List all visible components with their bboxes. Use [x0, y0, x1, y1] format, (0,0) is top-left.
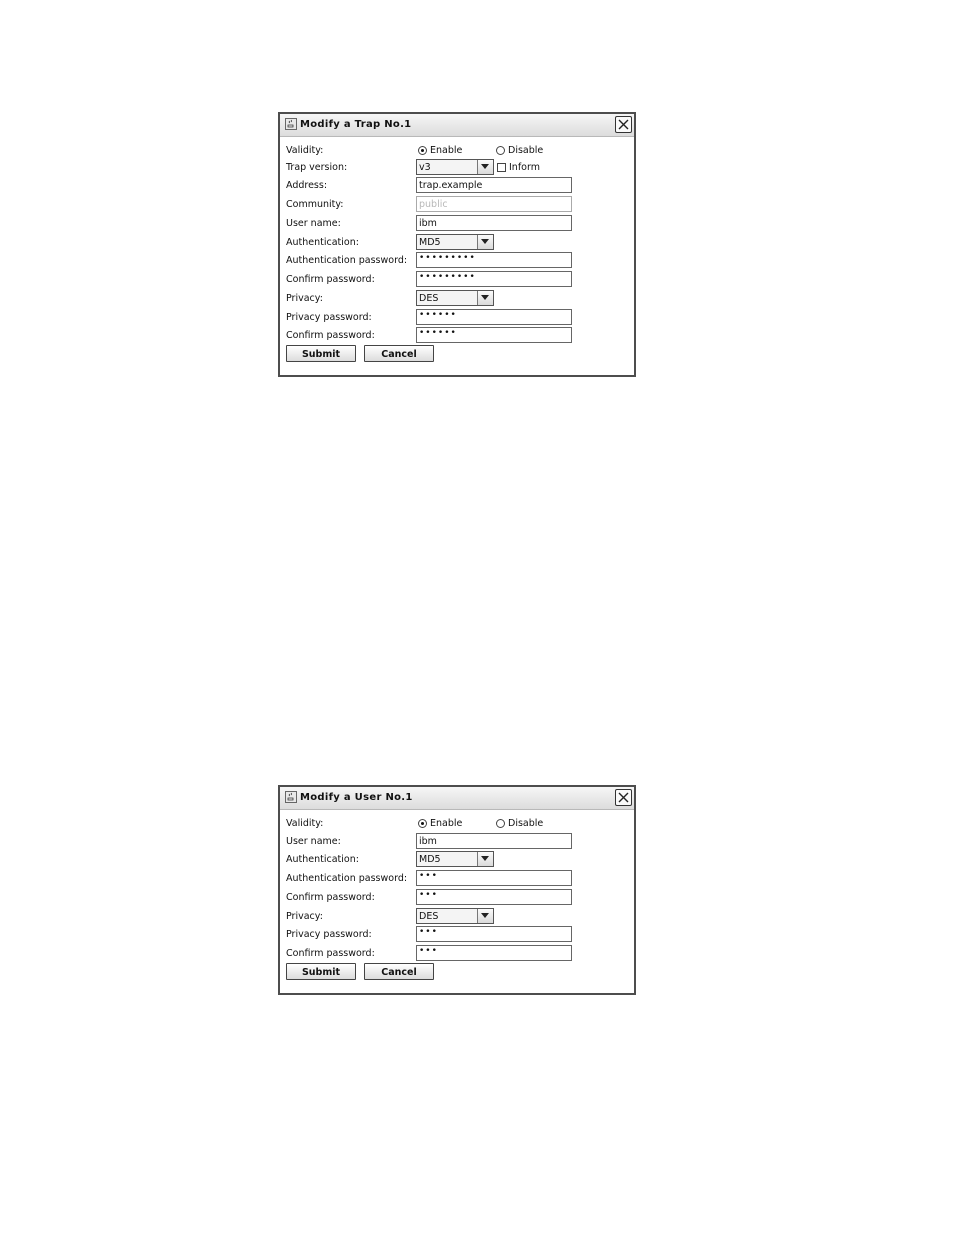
- privacy-password-input[interactable]: ••••••: [416, 309, 572, 325]
- title-bar[interactable]: [280, 787, 634, 810]
- privacy-confirm-label: Confirm password:: [286, 330, 375, 341]
- authentication-select[interactable]: [416, 851, 494, 867]
- submit-button[interactable]: Submit: [286, 963, 356, 980]
- dialog-title: Modify a User No.1: [300, 792, 413, 803]
- trap-version-value: v3: [419, 162, 431, 173]
- enable-radio[interactable]: [418, 818, 462, 829]
- user-name-label: User name:: [286, 218, 341, 229]
- dropdown-button[interactable]: [477, 852, 493, 866]
- validity-row: [286, 142, 630, 160]
- cancel-button[interactable]: Cancel: [364, 963, 434, 980]
- chevron-down-icon: [481, 164, 489, 169]
- validity-label: Validity:: [286, 818, 324, 829]
- privacy-select[interactable]: [416, 908, 494, 924]
- trap-version-label: Trap version:: [286, 162, 348, 173]
- auth-confirm-label: Confirm password:: [286, 892, 375, 903]
- radio-unselected-icon: [496, 819, 505, 828]
- auth-confirm-label: Confirm password:: [286, 274, 375, 285]
- community-input[interactable]: public: [416, 196, 572, 212]
- authentication-value: MD5: [419, 237, 441, 248]
- chevron-down-icon: [481, 856, 489, 861]
- auth-password-input[interactable]: •••••••••: [416, 252, 572, 268]
- enable-radio[interactable]: [418, 145, 462, 156]
- authentication-select[interactable]: [416, 234, 494, 250]
- authentication-row: [286, 851, 630, 869]
- auth-confirm-input[interactable]: •••: [416, 889, 572, 905]
- privacy-row: [286, 290, 630, 308]
- disable-radio[interactable]: [496, 818, 543, 829]
- privacy-confirm-row: [286, 945, 630, 963]
- disable-label: Disable: [508, 145, 544, 156]
- user-name-row: [286, 215, 630, 233]
- privacy-password-label: Privacy password:: [286, 929, 372, 940]
- java-cup-icon: [285, 791, 297, 803]
- privacy-value: DES: [419, 911, 439, 922]
- trap-version-row: [286, 159, 630, 177]
- privacy-select[interactable]: [416, 290, 494, 306]
- auth-password-row: [286, 870, 630, 888]
- modify-trap-dialog: [278, 112, 636, 377]
- dialog-title: Modify a Trap No.1: [300, 119, 412, 130]
- community-row: [286, 196, 630, 214]
- user-name-row: [286, 833, 630, 851]
- dropdown-button[interactable]: [477, 909, 493, 923]
- address-input[interactable]: trap.example: [416, 177, 572, 193]
- close-icon: [618, 792, 629, 803]
- radio-unselected-icon: [496, 146, 505, 155]
- enable-label: Enable: [430, 145, 463, 156]
- dropdown-button[interactable]: [477, 160, 493, 174]
- submit-button[interactable]: Submit: [286, 345, 356, 362]
- auth-password-label: Authentication password:: [286, 873, 408, 884]
- privacy-confirm-input[interactable]: •••: [416, 945, 572, 961]
- inform-checkbox[interactable]: [497, 162, 540, 173]
- authentication-value: MD5: [419, 854, 441, 865]
- radio-selected-icon: [418, 146, 427, 155]
- java-cup-icon: [285, 118, 297, 130]
- authentication-label: Authentication:: [286, 237, 359, 248]
- disable-radio[interactable]: [496, 145, 543, 156]
- checkbox-box[interactable]: [497, 163, 506, 172]
- modify-user-dialog: [278, 785, 636, 995]
- user-name-input[interactable]: ibm: [416, 215, 572, 231]
- auth-password-input[interactable]: •••: [416, 870, 572, 886]
- authentication-row: [286, 234, 630, 252]
- validity-label: Validity:: [286, 145, 324, 156]
- privacy-value: DES: [419, 293, 439, 304]
- dropdown-button[interactable]: [477, 291, 493, 305]
- dropdown-button[interactable]: [477, 235, 493, 249]
- user-name-input[interactable]: ibm: [416, 833, 572, 849]
- trap-version-select[interactable]: [416, 159, 494, 175]
- auth-confirm-row: [286, 889, 630, 907]
- auth-confirm-row: [286, 271, 630, 289]
- privacy-confirm-input[interactable]: ••••••: [416, 327, 572, 343]
- inform-label: Inform: [509, 162, 540, 173]
- title-bar[interactable]: [280, 114, 634, 137]
- privacy-password-row: [286, 309, 630, 327]
- disable-label: Disable: [508, 818, 544, 829]
- close-button[interactable]: [615, 116, 632, 133]
- auth-password-label: Authentication password:: [286, 255, 408, 266]
- address-label: Address:: [286, 180, 328, 191]
- privacy-label: Privacy:: [286, 293, 323, 304]
- close-icon: [618, 119, 629, 130]
- privacy-password-input[interactable]: •••: [416, 926, 572, 942]
- privacy-password-label: Privacy password:: [286, 312, 372, 323]
- privacy-confirm-label: Confirm password:: [286, 948, 375, 959]
- privacy-password-row: [286, 926, 630, 944]
- auth-password-row: [286, 252, 630, 270]
- privacy-label: Privacy:: [286, 911, 323, 922]
- chevron-down-icon: [481, 295, 489, 300]
- address-row: [286, 177, 630, 195]
- chevron-down-icon: [481, 239, 489, 244]
- enable-label: Enable: [430, 818, 463, 829]
- community-label: Community:: [286, 199, 344, 210]
- chevron-down-icon: [481, 913, 489, 918]
- cancel-button[interactable]: Cancel: [364, 345, 434, 362]
- user-name-label: User name:: [286, 836, 341, 847]
- privacy-confirm-row: [286, 327, 630, 345]
- radio-selected-icon: [418, 819, 427, 828]
- privacy-row: [286, 908, 630, 926]
- authentication-label: Authentication:: [286, 854, 359, 865]
- validity-row: [286, 815, 630, 833]
- auth-confirm-input[interactable]: •••••••••: [416, 271, 572, 287]
- close-button[interactable]: [615, 789, 632, 806]
